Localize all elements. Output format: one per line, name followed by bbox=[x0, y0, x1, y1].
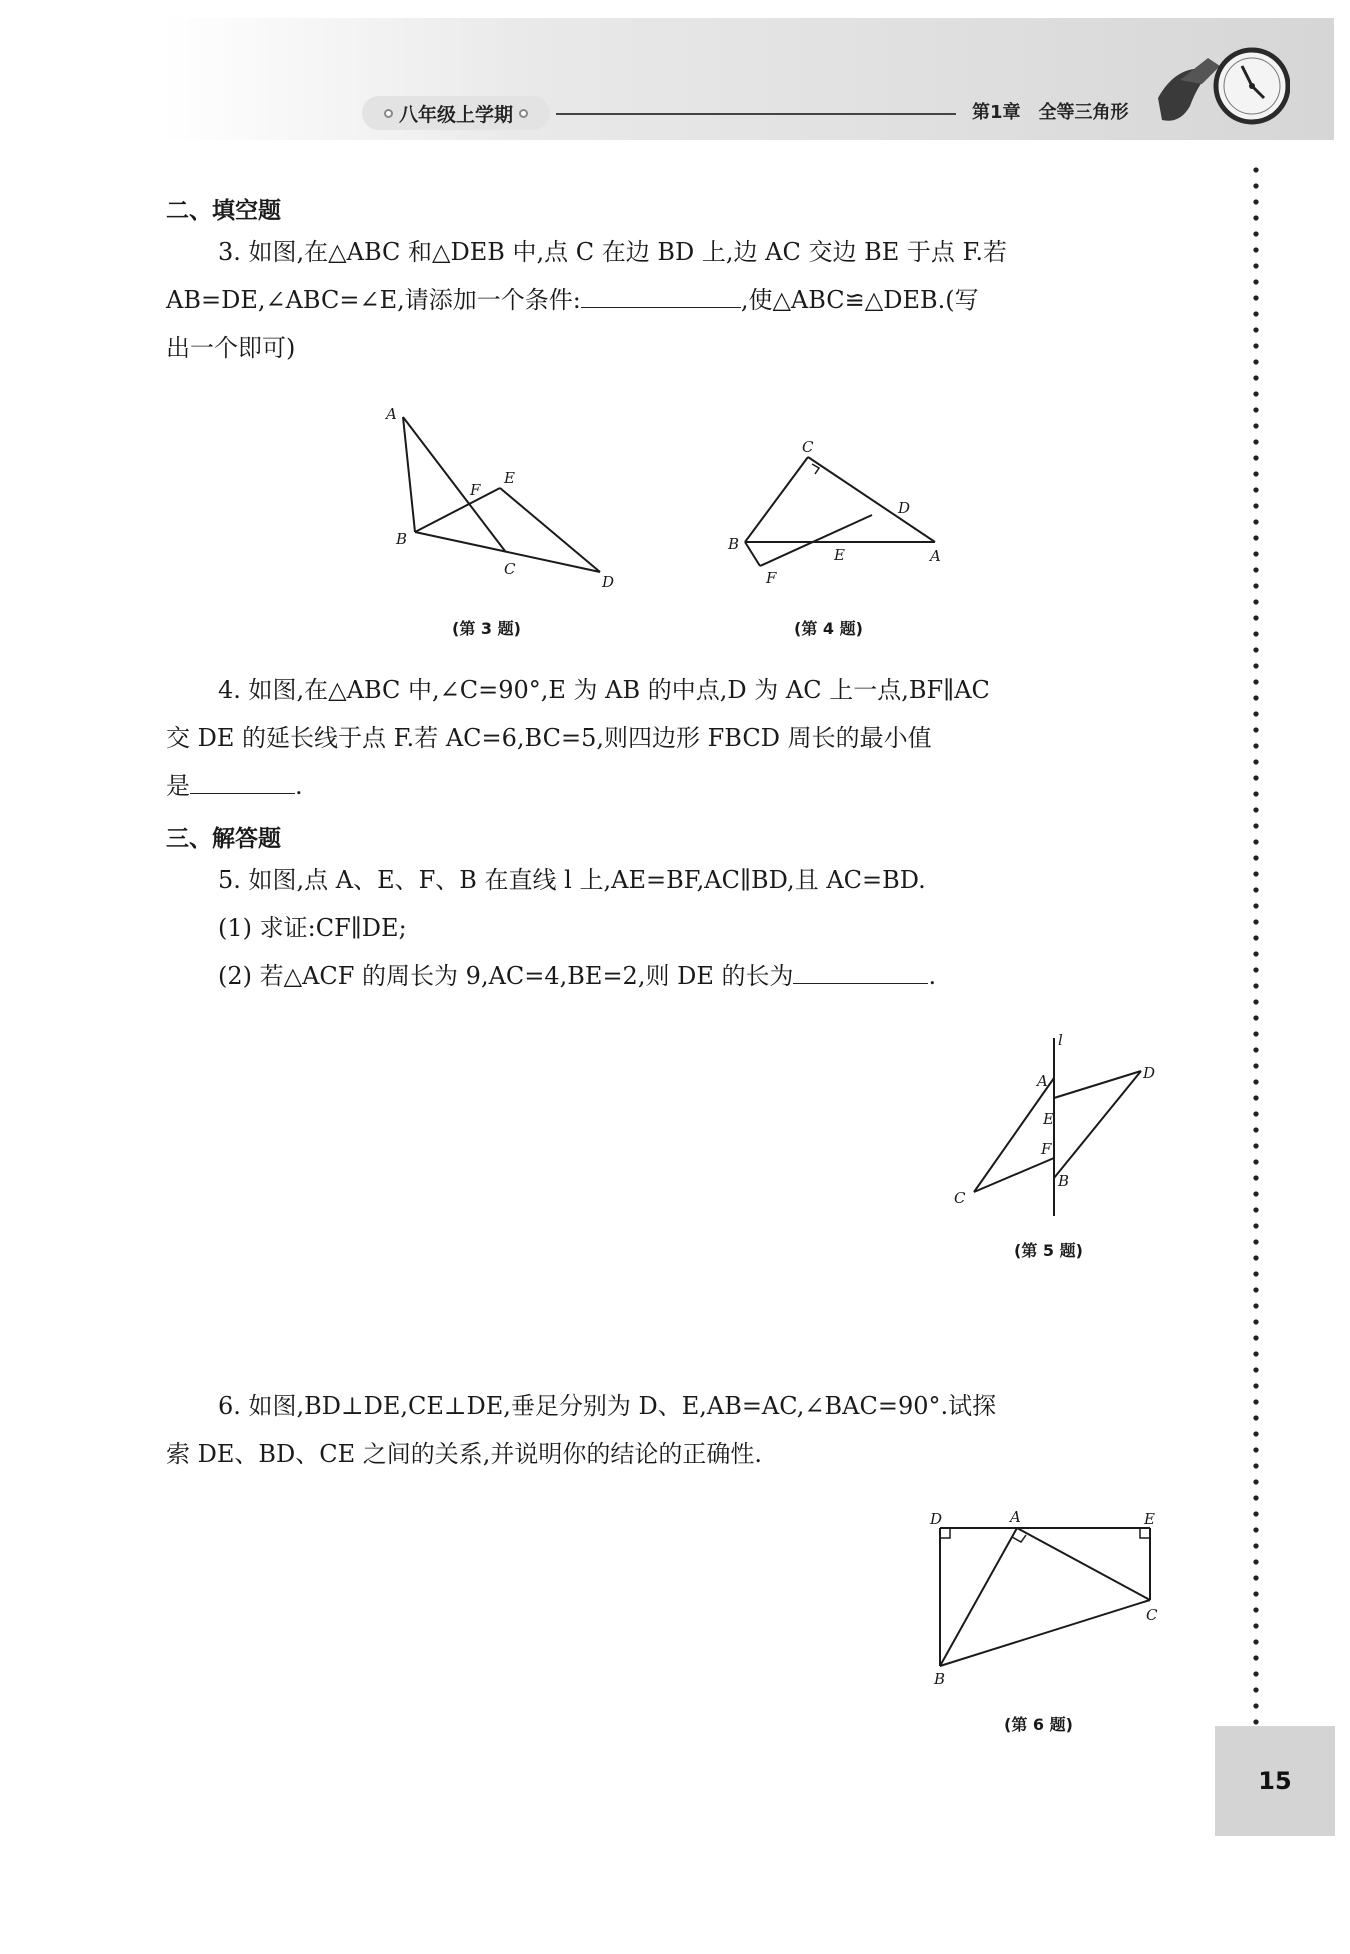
q4-line3-start: 是 bbox=[166, 772, 190, 800]
grade-badge bbox=[362, 96, 550, 130]
q3-label-d: D bbox=[602, 573, 615, 591]
q4-label-e: E bbox=[834, 546, 845, 564]
q4-line3-end: . bbox=[295, 772, 303, 800]
q6-label-d: D bbox=[930, 1510, 943, 1528]
q4-line3 bbox=[166, 762, 1166, 810]
q6-line2: 索 DE、BD、CE 之间的关系,并说明你的结论的正确性. bbox=[166, 1440, 763, 1468]
figure-q5 bbox=[940, 1030, 1170, 1230]
q6-label-c: C bbox=[1146, 1606, 1158, 1624]
q3-label-e: E bbox=[504, 469, 515, 487]
q3-label-f: F bbox=[470, 481, 481, 499]
q3-line2 bbox=[166, 276, 1166, 324]
q5-line1: 5. 如图,点 A、E、F、B 在直线 l 上,AE=BF,AC∥BD,且 AC=BD. bbox=[218, 866, 926, 894]
chapter-heading bbox=[972, 98, 1129, 124]
q4-line2: 交 DE 的延长线于点 F.若 AC=6,BC=5,则四边形 FBCD 周长的最小值 bbox=[166, 724, 932, 752]
caption-q3: (第 3 题) bbox=[452, 619, 521, 638]
q5-answer-blank[interactable] bbox=[793, 956, 928, 984]
q3-line2-end: ,使△ABC≌△DEB.(写 bbox=[740, 286, 979, 314]
q4-label-a: A bbox=[930, 547, 941, 565]
q4-label-b: B bbox=[728, 535, 740, 553]
q5-label-a: A bbox=[1037, 1072, 1048, 1090]
q5-part2-end: . bbox=[928, 962, 937, 990]
badge-dot-right bbox=[519, 109, 528, 118]
q3-line1: 3. 如图,在△ABC 和△DEB 中,点 C 在边 BD 上,边 AC 交边 BE 于点 F.若 bbox=[218, 238, 1008, 266]
runner-clock-icon bbox=[1150, 40, 1290, 140]
badge-dot-left bbox=[384, 109, 393, 118]
header-rule bbox=[556, 113, 956, 115]
q3-line3: 出一个即可) bbox=[166, 334, 296, 362]
figure-q3 bbox=[370, 400, 630, 600]
caption-q5: (第 5 题) bbox=[1014, 1241, 1083, 1260]
page-number: 15 bbox=[1215, 1726, 1335, 1836]
q3-label-a: A bbox=[386, 405, 397, 423]
q5-part2 bbox=[218, 952, 1166, 1000]
q5-label-e: E bbox=[1043, 1110, 1054, 1128]
caption-q6: (第 6 题) bbox=[1004, 1715, 1073, 1734]
chapter-title: 全等三角形 bbox=[1038, 102, 1129, 123]
section-fill-in-title: 二、填空题 bbox=[166, 198, 281, 224]
q6-label-e: E bbox=[1144, 1510, 1155, 1528]
q4-line1: 4. 如图,在△ABC 中,∠C=90°,E 为 AB 的中点,D 为 AC 上一点,BF∥AC bbox=[218, 676, 990, 704]
q5-label-l: l bbox=[1058, 1031, 1063, 1049]
q5-label-c: C bbox=[954, 1189, 966, 1207]
figure-q6 bbox=[920, 1504, 1170, 1694]
grade-label: 八年级上学期 bbox=[399, 103, 514, 126]
q5-label-b: B bbox=[1058, 1172, 1070, 1190]
q4-label-c: C bbox=[802, 438, 814, 456]
chapter-number: 第1章 bbox=[972, 102, 1021, 123]
q4-label-f: F bbox=[766, 569, 777, 587]
q6-label-b: B bbox=[934, 1670, 946, 1688]
q5-part2-start: (2) 若△ACF 的周长为 9,AC=4,BE=2,则 DE 的长为 bbox=[218, 962, 794, 990]
q5-label-f: F bbox=[1041, 1140, 1052, 1158]
header-bar bbox=[0, 18, 1334, 140]
caption-q4: (第 4 题) bbox=[794, 619, 863, 638]
q5-part1: (1) 求证:CF∥DE; bbox=[218, 914, 407, 942]
q6-label-a: A bbox=[1010, 1508, 1021, 1526]
q4-label-d: D bbox=[898, 499, 911, 517]
q3-answer-blank[interactable] bbox=[581, 280, 741, 308]
q4-answer-blank[interactable] bbox=[190, 766, 295, 794]
section-solve-title: 三、解答题 bbox=[166, 826, 281, 852]
dotted-margin-line bbox=[1253, 162, 1259, 1732]
q6-line1: 6. 如图,BD⊥DE,CE⊥DE,垂足分别为 D、E,AB=AC,∠BAC=90°.试探 bbox=[218, 1392, 997, 1420]
q3-label-b: B bbox=[396, 530, 408, 548]
q3-label-c: C bbox=[504, 560, 516, 578]
figure-q4 bbox=[720, 436, 950, 606]
q5-label-d: D bbox=[1143, 1064, 1156, 1082]
q3-line2-start: AB=DE,∠ABC=∠E,请添加一个条件: bbox=[166, 286, 581, 314]
